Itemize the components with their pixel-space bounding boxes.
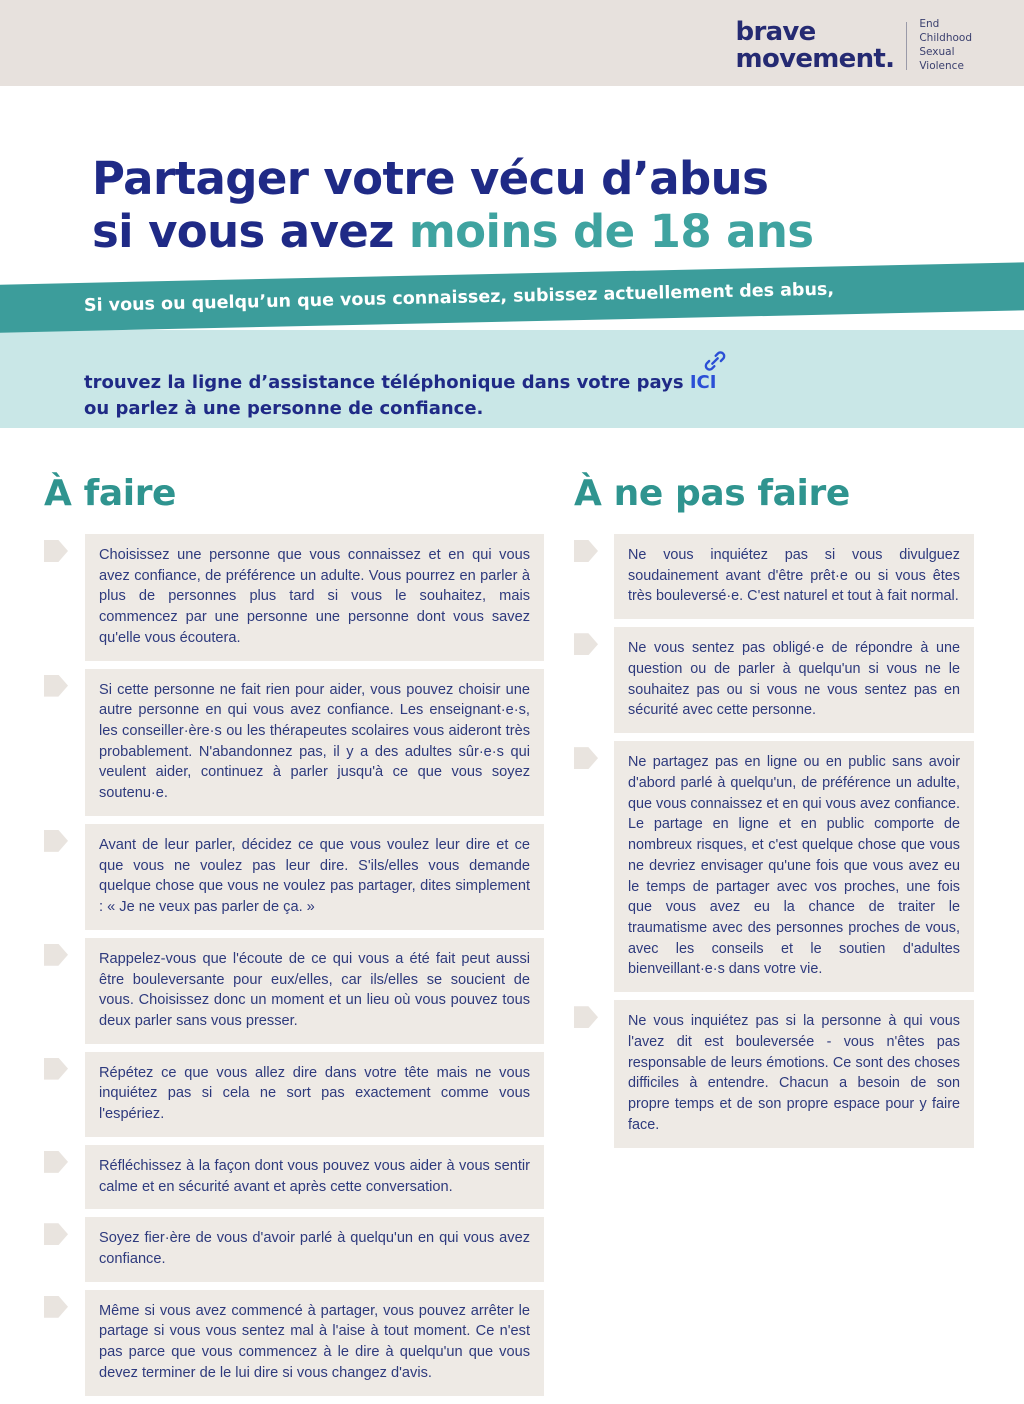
tagline-line-1: End <box>919 18 940 30</box>
do-column-heading: À faire <box>44 473 177 514</box>
page-title <box>92 152 952 258</box>
logo-divider <box>906 22 907 70</box>
logo-period: . <box>885 43 895 74</box>
arrow-marker-icon <box>44 1151 68 1173</box>
dont-item-text: Ne vous inquiétez pas si vous divulguez soudainement avant d'être prêt·e ou si vous êtes très bouleversé·e. C'est naturel et tout à fait normal. <box>614 534 974 619</box>
do-item-text: Si cette personne ne fait rien pour aider, vous pouvez choisir une autre personne en qui vous avez confiance. Les enseignant·e·s, les conseiller·ère·s ou les thérapeutes scolaires vous aideront très probablement. N'abandonnez pas, il y a des adultes sûr·e·s qui veulent aider, continuez à parler jusqu'à ce que vous soyez soutenu·e. <box>85 669 544 816</box>
banner-text-before-link: trouvez la ligne d’assistance téléphonique dans votre pays <box>84 372 690 393</box>
dont-item-text: Ne vous inquiétez pas si la personne à qui vous l'avez dit est bouleversée - vous n'êtes pas responsable de leurs émotions. Ce sont des choses difficiles à entendre. Chacun a besoin de son propre temps et de son propre espace pour y faire face. <box>614 1000 974 1147</box>
tagline-line-3: Sexual <box>919 45 955 58</box>
tagline-line-4: Violence <box>919 59 964 72</box>
arrow-marker-icon <box>574 540 598 562</box>
logo-line-2: movement. <box>735 43 895 74</box>
list-item <box>44 1052 544 1137</box>
do-item-text: Répétez ce que vous allez dire dans votre tête mais ne vous inquiétez pas si cela ne sort pas exactement comme vous l'espériez. <box>85 1052 544 1137</box>
arrow-marker-icon <box>44 944 68 966</box>
arrow-marker-icon <box>44 540 68 562</box>
list-item <box>44 824 544 930</box>
list-item <box>574 741 974 992</box>
list-item <box>44 1290 544 1396</box>
do-item-text: Réfléchissez à la façon dont vous pouvez vous aider à vous sentir calme et en sécurité avant et après cette conversation. <box>85 1145 544 1209</box>
do-item-text: Rappelez-vous que l'écoute de ce qui vous a été fait peut aussi être bouleversante pour eux/elles, car ils/elles se soucient de vous. Choisissez donc un moment et un lieu où vous pouvez tous deux parler sans vous presser. <box>85 938 544 1044</box>
dont-item-text: Ne partagez pas en ligne ou en public sans avoir d'abord parlé à quelqu'un, de préférence un adulte, que vous connaissez et en qui vous avez confiance. Le partage en ligne et en public comporte de nombreux risques, et c'est quelque chose que vous ne devriez envisager qu'une fois que vous avez eu le temps de partager avec vos proches, une fois que vous avez eu la chance de traiter le traumatisme avec des personnes proches de vous, avec les conseils et le soutien d'adultes bienveillant·e·s dans votre vie. <box>614 741 974 992</box>
title-line-1: Partager votre vécu d’abus <box>92 152 769 206</box>
list-item <box>574 534 974 619</box>
header-band <box>0 0 1024 86</box>
do-item-text: Avant de leur parler, décidez ce que vous voulez leur dire et ce que vous ne voulez pas leur dire. S'ils/elles vous demande quelque chose que vous ne voulez pas partager, dites simplement : « Je ne veux pas parler de ça. » <box>85 824 544 930</box>
banner-slanted-text: Si vous ou quelqu’un que vous connaissez, subissez actuellement des abus, <box>83 279 835 316</box>
do-item-text: Soyez fier·ère de vous d'avoir parlé à quelqu'un en qui vous avez confiance. <box>85 1217 544 1281</box>
do-column <box>44 473 544 1404</box>
list-item <box>44 938 544 1044</box>
arrow-marker-icon <box>574 747 598 769</box>
brave-movement-logo <box>736 18 972 74</box>
list-item <box>44 1145 544 1209</box>
arrow-marker-icon <box>44 1223 68 1245</box>
list-item <box>44 669 544 816</box>
title-line-2-plain: si vous avez <box>92 205 409 259</box>
list-item <box>44 534 544 661</box>
logo-line-1: brave <box>735 17 816 48</box>
banner-text-line-2: ou parlez à une personne de confiance. <box>84 397 484 419</box>
helpline-here-link[interactable]: ICI <box>689 372 717 393</box>
link-icon[interactable] <box>702 348 728 374</box>
arrow-marker-icon <box>574 633 598 655</box>
dont-column-heading: À ne pas faire <box>574 473 850 514</box>
helpline-banner-text <box>84 370 964 422</box>
list-item <box>44 1217 544 1281</box>
title-line-2 <box>92 205 952 258</box>
dont-column <box>574 473 974 1156</box>
title-line-2-accent: moins de 18 ans <box>408 205 814 259</box>
list-item <box>574 1000 974 1147</box>
logo-tagline <box>919 18 972 74</box>
arrow-marker-icon <box>44 830 68 852</box>
dont-item-text: Ne vous sentez pas obligé·e de répondre à une question ou de parler à quelqu'un si vous ne le souhaitez pas ou si vous ne vous sentez pas en sécurité avec cette personne. <box>614 627 974 733</box>
tagline-line-2: Childhood <box>919 31 972 44</box>
list-item <box>574 627 974 733</box>
arrow-marker-icon <box>44 1058 68 1080</box>
arrow-marker-icon <box>574 1006 598 1028</box>
do-item-text: Même si vous avez commencé à partager, vous pouvez arrêter le partage si vous vous sentez mal à l'aise à tout moment. Ce n'est pas parce que vous commencez à le dire à quelqu'un que vous devez terminer de le lui dire si vous changez d'avis. <box>85 1290 544 1396</box>
arrow-marker-icon <box>44 675 68 697</box>
arrow-marker-icon <box>44 1296 68 1318</box>
do-item-text: Choisissez une personne que vous connaissez et en qui vous avez confiance, de préférence un adulte. Vous pourrez en parler à plus de personnes plus tard si vous le souhaitez, mais commencez par une personne une personne dont vous savez qu'elle vous écoutera. <box>85 534 544 661</box>
logo-wordmark <box>736 19 895 72</box>
